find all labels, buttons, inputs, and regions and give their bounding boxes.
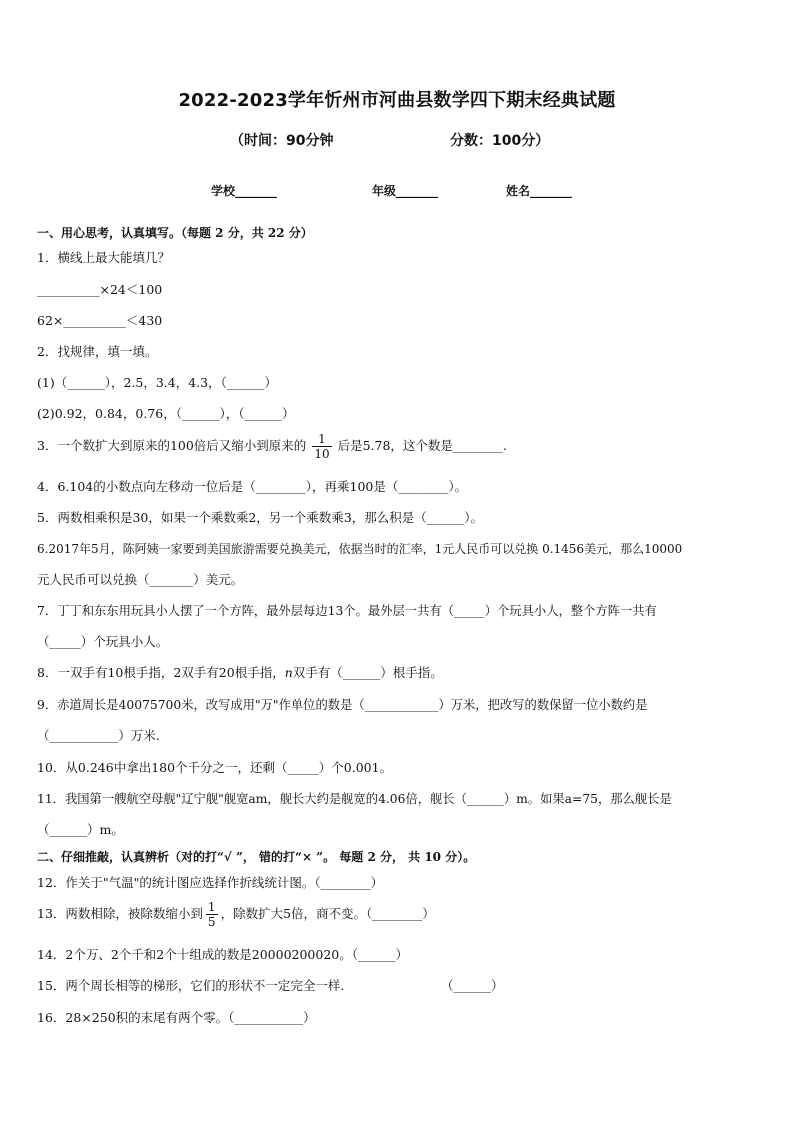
question-9-a: 9．赤道周长是40075700米，改写成用"万"作单位的数是（____________）万米，把改写的数保留一位小数约是 <box>37 698 648 712</box>
section-1-heading: 一、用心思考，认真填写。（每题 2 分，共 22 分） <box>37 226 313 240</box>
fraction-denominator: 10 <box>314 447 330 461</box>
fraction-one-tenth <box>312 432 331 461</box>
question-3 <box>37 432 507 461</box>
question-8-pre: 8．一双手有10根手指，2双手有20根手指， <box>37 665 285 680</box>
question-13-post: ，除数扩大5倍，商不变。（________） <box>220 906 435 921</box>
question-11-a: 11．我国第一艘航空母舰"辽宁舰"舰宽am，舰长大约是舰宽的4.06倍，舰长（______）m。如果a=75，那么舰长是 <box>37 792 672 806</box>
question-6-a: 6.2017年5月，陈阿姨一家要到美国旅游需要兑换美元，依据当时的汇率，1元人民币可以兑换 0.1456美元，那么10000 <box>37 542 683 556</box>
question-13 <box>37 900 435 929</box>
question-1-a: __________×24＜100 <box>37 282 163 297</box>
question-6-b: 元人民币可以兑换（_______）美元。 <box>37 572 244 587</box>
question-15-blank: （______） <box>441 978 504 993</box>
question-10: 10．从0.246中拿出180个千分之一，还剩（_____）个0.001。 <box>37 760 393 775</box>
question-16: 16．28×250积的末尾有两个零。（___________） <box>37 1010 316 1025</box>
question-11-b: （______）m。 <box>37 822 124 837</box>
question-2-stem: 2．找规律，填一填。 <box>37 344 158 359</box>
fraction-one-fifth <box>206 900 218 929</box>
school-field: 学校_______ <box>211 184 278 198</box>
exam-score: 分数：100分） <box>450 133 550 149</box>
question-2-a: (1)（______），2.5，3.4，4.3，（______） <box>37 375 277 390</box>
question-9-b: （___________）万米. <box>37 728 160 743</box>
name-field: 姓名_______ <box>506 184 573 198</box>
question-8 <box>37 665 443 681</box>
exam-time: （时间：90分钟 <box>230 133 334 149</box>
question-8-post: 双手有（______）根手指。 <box>292 665 443 680</box>
grade-field: 年级_______ <box>372 184 439 198</box>
question-4: 4．6.104的小数点向左移动一位后是（________），再乘100是（________）。 <box>37 479 468 494</box>
question-12: 12．作关于"气温"的统计图应选择作折线统计图。（________） <box>37 875 384 890</box>
question-3-post: 后是5.78，这个数是________. <box>337 438 507 453</box>
question-1-stem: 1．横线上最大能填几？ <box>37 250 170 265</box>
question-13-pre: 13．两数相除，被除数缩小到 <box>37 906 203 921</box>
exam-title: 2022-2023学年忻州市河曲县数学四下期末经典试题 <box>178 90 616 111</box>
section-2-heading: 二、仔细推敲，认真辨析（对的打“√ ”， 错的打“× ”。 每题 2 分， 共 10 分）。 <box>37 850 476 864</box>
question-7-b: （_____）个玩具小人。 <box>37 634 169 649</box>
question-5: 5．两数相乘积是30，如果一个乘数乘2，另一个乘数乘3，那么积是（______）。 <box>37 510 484 525</box>
fraction-numerator: 1 <box>312 432 331 447</box>
fraction-numerator: 1 <box>207 900 216 914</box>
question-15 <box>37 978 504 994</box>
question-15-text: 15．两个周长相等的梯形，它们的形状不一定完全一样. <box>37 978 345 993</box>
question-2-b: (2)0.92，0.84，0.76，（______），（______） <box>37 406 295 421</box>
question-3-pre: 3．一个数扩大到原来的100倍后又缩小到原来的 <box>37 438 307 453</box>
variable-n: n <box>284 665 293 680</box>
question-1-b: 62×__________＜430 <box>37 313 163 328</box>
question-14: 14．2个万、2个千和2个十组成的数是20000200020。（______） <box>37 947 408 962</box>
question-7-a: 7．丁丁和东东用玩具小人摆了一个方阵，最外层每边13个。最外层一共有（_____）个玩具小人，整个方阵一共有 <box>37 604 657 618</box>
fraction-denominator: 5 <box>207 915 216 929</box>
